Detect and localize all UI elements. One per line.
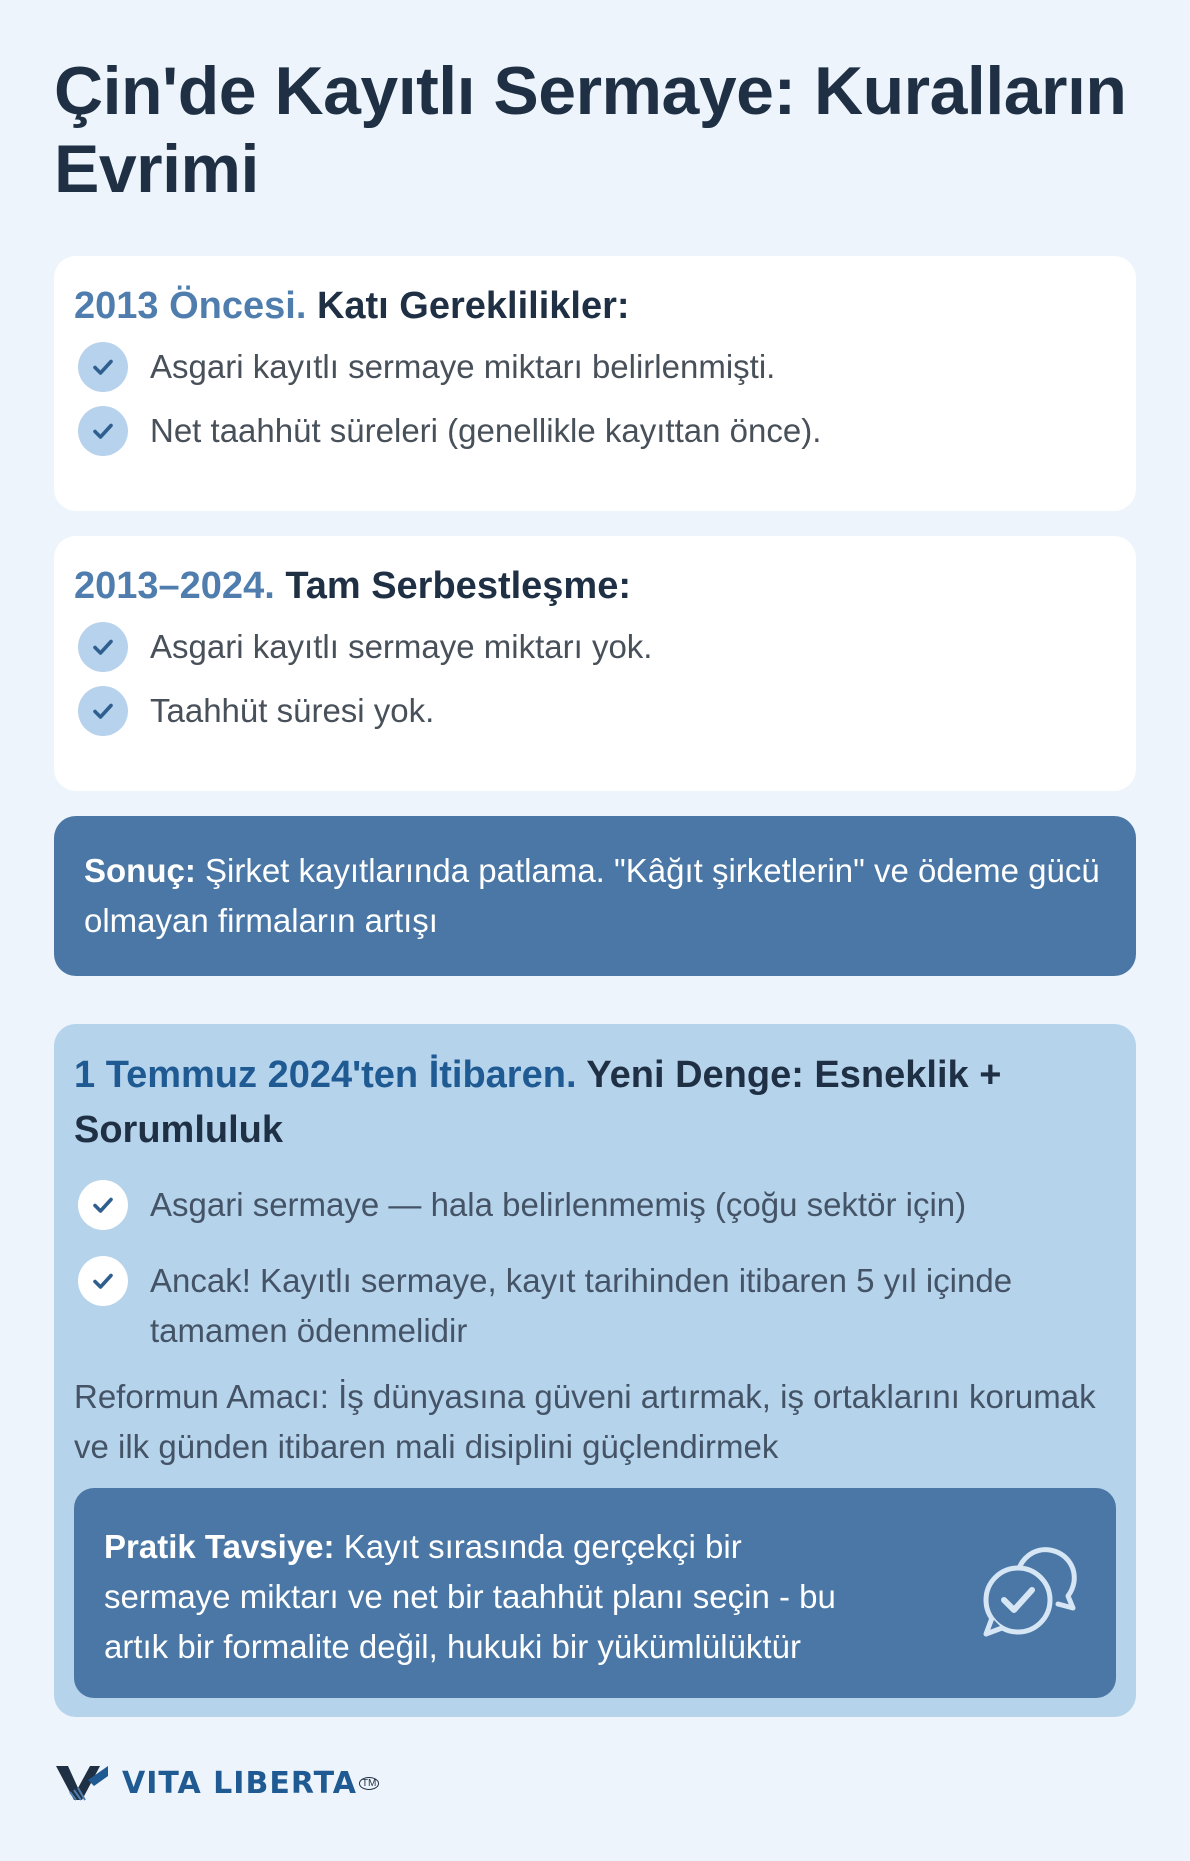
check-icon: [78, 342, 128, 392]
list-item-text: Asgari sermaye — hala belirlenmemiş (çoğu sektör için): [150, 1186, 967, 1223]
advice-label: Pratik Tavsiye:: [104, 1528, 335, 1565]
chat-check-icon: [976, 1542, 1080, 1646]
result-banner: [54, 816, 1136, 976]
section-title: Yeni Denge: Esneklik + Sorumluluk: [74, 1054, 1002, 1151]
section-heading: [74, 1048, 1074, 1158]
card-title: Tam Serbestleşme:: [285, 565, 632, 607]
check-icon: [78, 406, 128, 456]
pre-2013-card: [54, 256, 1136, 511]
trademark: TM: [359, 1777, 379, 1790]
logo-text: VITA LIBERTA: [122, 1765, 357, 1801]
check-icon: [78, 1180, 128, 1230]
advice-text: Kayıt sırasında gerçekçi bir sermaye miktarı ve net bir taahhüt planı seçin - bu artık bir formalite değil, hukuki bir yükümlülüktür: [104, 1528, 836, 1665]
result-label: Sonuç:: [84, 852, 196, 889]
page-title: Çin'de Kayıtlı Sermaye: Kuralların Evrimi: [54, 53, 1127, 207]
list-item: [78, 342, 775, 392]
result-text: Şirket kayıtlarında patlama. "Kâğıt şirketlerin" ve ödeme gücü olmayan firmaların artışı: [84, 852, 1100, 939]
list-item-text: Ancak! Kayıtlı sermaye, kayıt tarihinden itibaren 5 yıl içinde tamamen ödenmelidir: [150, 1262, 1013, 1349]
list-item-text: Asgari kayıtlı sermaye miktarı belirlenmişti.: [150, 348, 776, 385]
logo-mark-icon: [54, 1762, 110, 1804]
check-icon: [78, 1256, 128, 1306]
2024-section: [54, 1024, 1136, 1717]
2013-2024-card: [54, 536, 1136, 791]
list-item: [78, 406, 821, 456]
card-title: Katı Gereklilikler:: [316, 285, 630, 327]
card-heading: [74, 562, 631, 610]
advice-box: [74, 1488, 1116, 1698]
brand-logo: [54, 1762, 379, 1804]
card-year: 2013 Öncesi.: [74, 285, 307, 327]
list-item-text: Net taahhüt süreleri (genellikle kayıttan önce).: [150, 412, 822, 449]
reform-goal: Reformun Amacı: İş dünyasına güveni artırmak, iş ortaklarını korumak ve ilk günden itibaren mali disiplini güçlendirmek: [74, 1378, 1096, 1465]
list-item: [78, 1180, 966, 1230]
check-icon: [78, 686, 128, 736]
list-item-text: Taahhüt süresi yok.: [150, 692, 435, 729]
check-icon: [78, 622, 128, 672]
advice-content: [104, 1522, 874, 1672]
list-item: [78, 622, 652, 672]
list-item-text: Asgari kayıtlı sermaye miktarı yok.: [150, 628, 653, 665]
section-year: 1 Temmuz 2024'ten İtibaren.: [74, 1054, 577, 1096]
card-heading: [74, 282, 630, 330]
list-item: [78, 1256, 1038, 1356]
list-item: [78, 686, 434, 736]
card-year: 2013–2024.: [74, 565, 275, 607]
